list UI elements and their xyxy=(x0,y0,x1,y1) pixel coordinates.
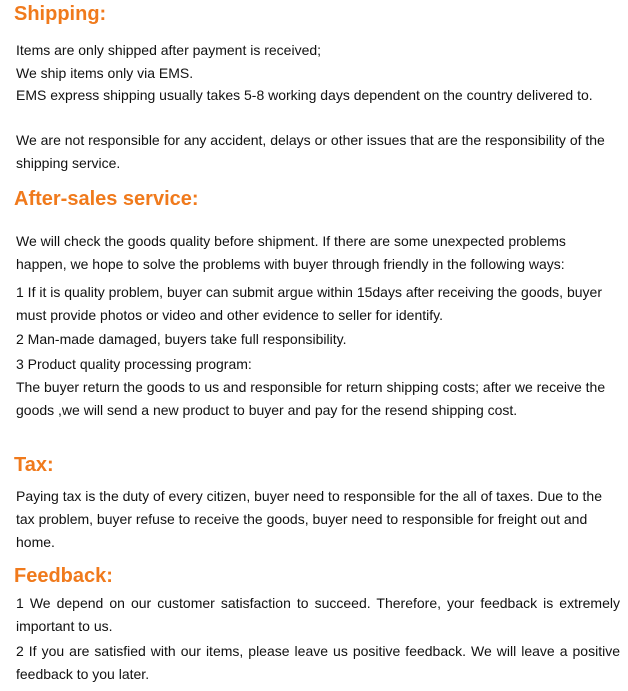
feedback-paragraph-2: 2 If you are satisfied with our items, please leave us positive feedback. We will leave a positive feedback to you later. xyxy=(16,643,620,682)
feedback-paragraph-1: 1 We depend on our customer satisfaction to succeed. Therefore, your feedback is extremely important to us. xyxy=(16,595,620,634)
tax-heading: Tax: xyxy=(14,454,54,476)
shipping-paragraph-1: Items are only shipped after payment is received; xyxy=(16,42,322,58)
shipping-paragraph-4: We are not responsible for any accident, delays or other issues that are the responsibility of the shipping service. xyxy=(16,132,605,171)
feedback-heading: Feedback: xyxy=(14,565,113,587)
shipping-paragraph-2: We ship items only via EMS. xyxy=(16,65,194,81)
after-sales-heading: After-sales service: xyxy=(14,188,199,210)
after-sales-paragraph-2: 1 If it is quality problem, buyer can submit argue within 15days after receiving the goods, buyer must provide photos or video and other evidence to seller for identify. xyxy=(16,284,602,323)
shipping-paragraph-3: EMS express shipping usually takes 5-8 working days dependent on the country delivered to. xyxy=(16,87,593,103)
after-sales-paragraph-1: We will check the goods quality before shipment. If there are some unexpected problems happen, we hope to solve the problems with buyer through friendly in the following ways: xyxy=(16,233,566,272)
shipping-heading: Shipping: xyxy=(14,3,107,25)
after-sales-paragraph-5: The buyer return the goods to us and responsible for return shipping costs; after we receive the goods ,we will send a new product to buyer and pay for the resend shipping cost. xyxy=(16,379,606,418)
after-sales-paragraph-4: 3 Product quality processing program: xyxy=(16,356,252,372)
tax-paragraph-1: Paying tax is the duty of every citizen, buyer need to responsible for the all of taxes. Due to the tax problem, buyer refuse to receive the goods, buyer need to responsible for freight out and home. xyxy=(16,488,602,550)
after-sales-paragraph-3: 2 Man-made damaged, buyers take full responsibility. xyxy=(16,331,347,347)
